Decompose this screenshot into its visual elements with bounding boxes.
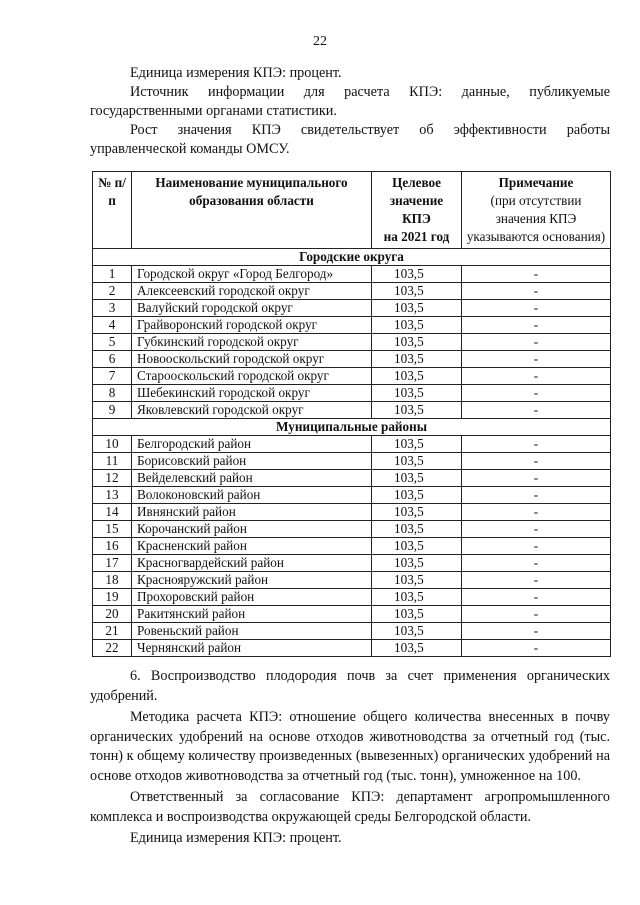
table-row: [93, 317, 611, 334]
outro-heading: 6. Воспроизводство плодородия почв за счет применения органических удобрений.: [90, 668, 610, 704]
row-target-value: 103,5: [372, 453, 462, 470]
row-target-value: 103,5: [372, 368, 462, 385]
row-note: -: [462, 351, 611, 368]
row-target-value: 103,5: [372, 572, 462, 589]
kpe-table: [92, 171, 611, 657]
header-target-year: на 2021 год: [383, 229, 450, 244]
row-target-value: 103,5: [372, 351, 462, 368]
table-row: [93, 640, 611, 657]
row-name: Старооскольский городской округ: [132, 368, 372, 385]
row-target-value: 103,5: [372, 317, 462, 334]
row-note: -: [462, 521, 611, 538]
table-row: [93, 623, 611, 640]
table-row: [93, 453, 611, 470]
row-name: Краснояружский район: [132, 572, 372, 589]
table-row: [93, 589, 611, 606]
section-row: [93, 249, 611, 266]
row-name: Валуйский городской округ: [132, 300, 372, 317]
table-row: [93, 504, 611, 521]
row-name: Шебекинский городской округ: [132, 385, 372, 402]
row-note: -: [462, 606, 611, 623]
row-number: 16: [93, 538, 132, 555]
row-target-value: 103,5: [372, 266, 462, 283]
header-num: № п/п: [93, 172, 132, 249]
table-row: [93, 572, 611, 589]
intro-growth: Рост значения КПЭ свидетельствует об эффективности работы управленческой команды ОМСУ.: [90, 122, 610, 157]
row-name: Волоконовский район: [132, 487, 372, 504]
row-number: 6: [93, 351, 132, 368]
row-number: 3: [93, 300, 132, 317]
row-number: 22: [93, 640, 132, 657]
section-title: Городские округа: [93, 249, 611, 266]
row-note: -: [462, 504, 611, 521]
row-number: 17: [93, 555, 132, 572]
intro-block: [90, 64, 610, 159]
row-target-value: 103,5: [372, 521, 462, 538]
table-row: [93, 300, 611, 317]
row-note: -: [462, 453, 611, 470]
section-row: [93, 419, 611, 436]
row-note: -: [462, 368, 611, 385]
row-number: 13: [93, 487, 132, 504]
row-target-value: 103,5: [372, 283, 462, 300]
row-note: -: [462, 555, 611, 572]
row-note: -: [462, 470, 611, 487]
row-name: Ровеньский район: [132, 623, 372, 640]
table-row: [93, 351, 611, 368]
row-number: 7: [93, 368, 132, 385]
row-number: 19: [93, 589, 132, 606]
row-number: 15: [93, 521, 132, 538]
table-row: [93, 555, 611, 572]
outro-block: [90, 667, 610, 851]
row-note: -: [462, 334, 611, 351]
row-name: Яковлевский городской округ: [132, 402, 372, 419]
table-row: [93, 487, 611, 504]
row-name: Грайворонский городской округ: [132, 317, 372, 334]
row-number: 4: [93, 317, 132, 334]
row-target-value: 103,5: [372, 640, 462, 657]
row-number: 8: [93, 385, 132, 402]
table-row: [93, 402, 611, 419]
outro-responsible: Ответственный за согласование КПЭ: департамент агропромышленного комплекса и воспроизводства окружающей среды Белгородской области.: [90, 789, 610, 825]
table-row: [93, 521, 611, 538]
header-note-body: (при отсутствии значения КПЭ указываются основания): [466, 193, 606, 244]
row-target-value: 103,5: [372, 300, 462, 317]
row-note: -: [462, 487, 611, 504]
page-number: 22: [313, 34, 327, 49]
row-target-value: 103,5: [372, 555, 462, 572]
header-target: [372, 172, 462, 249]
table-row: [93, 385, 611, 402]
table-row: [93, 538, 611, 555]
row-number: 20: [93, 606, 132, 623]
row-name: Ивнянский район: [132, 504, 372, 521]
row-name: Чернянский район: [132, 640, 372, 657]
row-name: Прохоровский район: [132, 589, 372, 606]
row-target-value: 103,5: [372, 470, 462, 487]
row-name: Губкинский городской округ: [132, 334, 372, 351]
row-note: -: [462, 623, 611, 640]
row-note: -: [462, 538, 611, 555]
row-target-value: 103,5: [372, 623, 462, 640]
row-note: -: [462, 640, 611, 657]
table-row: [93, 470, 611, 487]
row-note: -: [462, 317, 611, 334]
row-number: 18: [93, 572, 132, 589]
row-note: -: [462, 572, 611, 589]
row-number: 2: [93, 283, 132, 300]
row-number: 12: [93, 470, 132, 487]
row-target-value: 103,5: [372, 504, 462, 521]
row-name: Белгородский район: [132, 436, 372, 453]
row-note: -: [462, 436, 611, 453]
row-name: Корочанский район: [132, 521, 372, 538]
row-number: 14: [93, 504, 132, 521]
row-name: Красногвардейский район: [132, 555, 372, 572]
row-target-value: 103,5: [372, 606, 462, 623]
row-target-value: 103,5: [372, 487, 462, 504]
outro-method: Методика расчета КПЭ: отношение общего количества внесенных в почву органических удобрений на основе отходов животноводства за отчетный год (тыс. тонн) к общему количеству произведенных (вывезенных) органических удобрений на основе отходов животноводства за отчетный год (тыс. тонн), умноженное на 100.: [90, 709, 610, 784]
table-row: [93, 436, 611, 453]
row-number: 21: [93, 623, 132, 640]
table-body: [93, 249, 611, 657]
row-note: -: [462, 266, 611, 283]
row-name: Красненский район: [132, 538, 372, 555]
row-target-value: 103,5: [372, 436, 462, 453]
intro-unit: Единица измерения КПЭ: процент.: [130, 65, 342, 81]
row-number: 9: [93, 402, 132, 419]
header-target-label: Целевое значение КПЭ: [389, 175, 444, 226]
row-target-value: 103,5: [372, 385, 462, 402]
row-note: -: [462, 589, 611, 606]
header-note: [462, 172, 611, 249]
row-target-value: 103,5: [372, 402, 462, 419]
row-name: Алексеевский городской округ: [132, 283, 372, 300]
outro-unit: Единица измерения КПЭ: процент.: [130, 830, 342, 846]
intro-source: Источник информации для расчета КПЭ: данные, публикуемые государственными органами статистики.: [90, 84, 610, 119]
row-note: -: [462, 385, 611, 402]
row-name: Ракитянский район: [132, 606, 372, 623]
row-target-value: 103,5: [372, 538, 462, 555]
table-row: [93, 368, 611, 385]
row-number: 1: [93, 266, 132, 283]
row-note: -: [462, 283, 611, 300]
table-header-row: [93, 172, 611, 249]
table-row: [93, 283, 611, 300]
table-row: [93, 606, 611, 623]
header-name: Наименование муниципального образования области: [132, 172, 372, 249]
row-number: 10: [93, 436, 132, 453]
row-target-value: 103,5: [372, 589, 462, 606]
table-row: [93, 334, 611, 351]
row-target-value: 103,5: [372, 334, 462, 351]
header-note-title: Примечание: [498, 175, 574, 190]
row-number: 11: [93, 453, 132, 470]
row-note: -: [462, 300, 611, 317]
section-title: Муниципальные районы: [93, 419, 611, 436]
row-name: Новооскольский городской округ: [132, 351, 372, 368]
row-note: -: [462, 402, 611, 419]
row-number: 5: [93, 334, 132, 351]
table-row: [93, 266, 611, 283]
row-name: Борисовский район: [132, 453, 372, 470]
row-name: Городской округ «Город Белгород»: [132, 266, 372, 283]
row-name: Вейделевский район: [132, 470, 372, 487]
